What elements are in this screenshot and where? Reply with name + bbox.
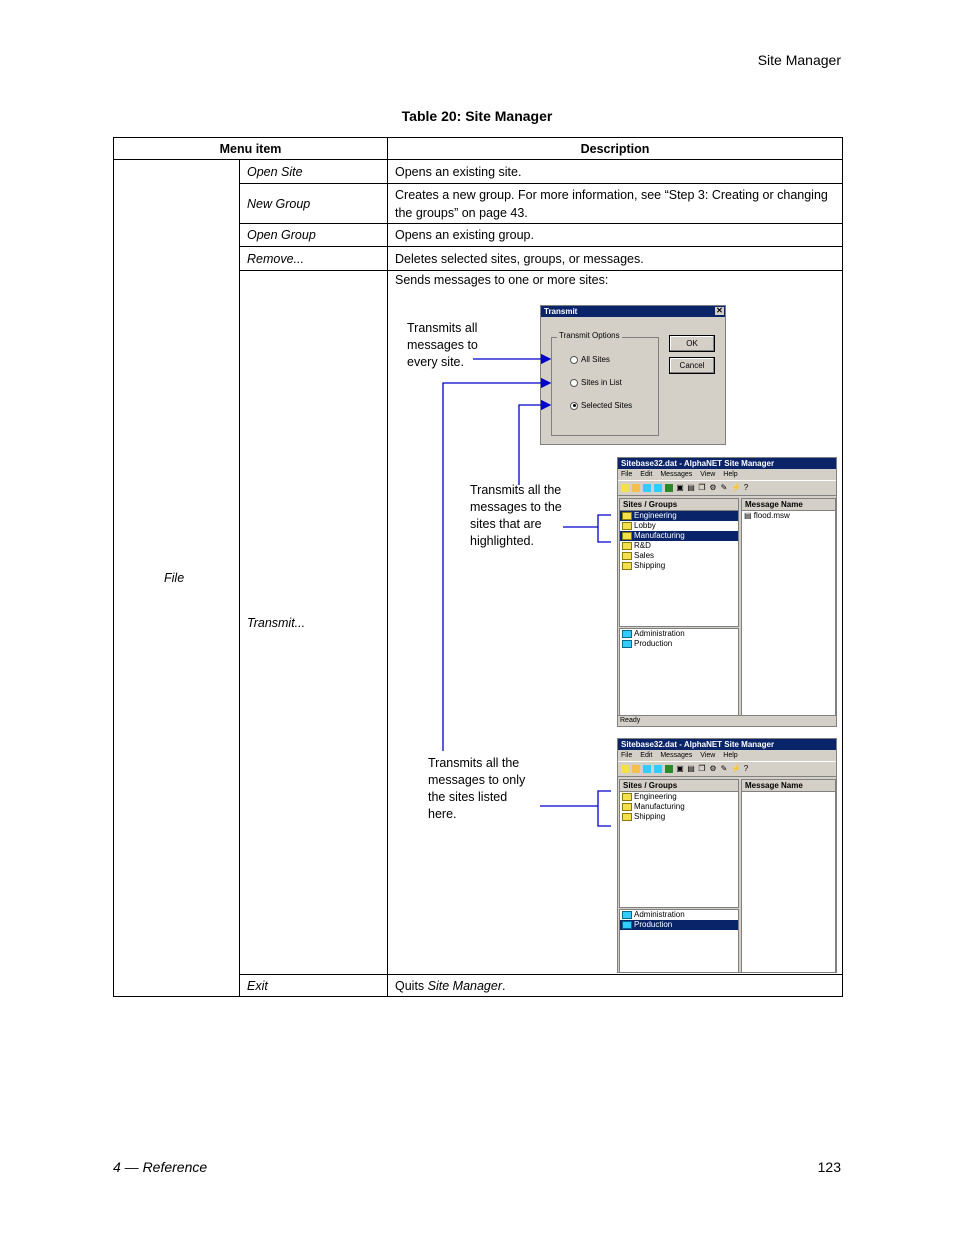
edit-pencil-icon[interactable]: ✎ (720, 764, 728, 773)
message-name-header: Message Name (742, 780, 835, 792)
transmit-bolt-icon[interactable]: ⚡ (731, 764, 741, 773)
sites-groups-header: Sites / Groups (620, 499, 738, 511)
list-item[interactable]: R&D (620, 541, 738, 551)
table-header-row (114, 138, 843, 160)
menu-view[interactable]: View (700, 752, 716, 759)
menu-edit[interactable]: Edit (640, 752, 653, 759)
desc-open-group: Opens an existing group. (388, 224, 843, 247)
list-item[interactable]: Manufacturing (620, 531, 738, 541)
transmit-options-label: Transmit Options (559, 331, 620, 340)
help-icon[interactable]: ? (743, 764, 749, 773)
desc-exit: Quits Site Manager. (388, 975, 843, 997)
radio-selected-sites[interactable]: Selected Sites (570, 401, 632, 410)
close-icon[interactable]: ✕ (716, 306, 723, 315)
menu-help[interactable]: Help (723, 752, 738, 759)
menu-file[interactable]: File (621, 752, 633, 759)
menu-file[interactable]: File (621, 471, 633, 478)
desc-transmit (388, 271, 843, 975)
desc-remove: Deletes selected sites, groups, or messages. (388, 247, 843, 271)
bracket-listed (598, 791, 611, 826)
message-name-header: Message Name (742, 499, 835, 511)
callout-arrows (388, 271, 843, 974)
desc-new-group: Creates a new group. For more information, see “Step 3: Creating or changing the groups” on page 43. (388, 184, 843, 224)
new-message-icon[interactable]: ▣ (676, 764, 684, 773)
menu-item-exit: Exit (240, 975, 388, 997)
list-item[interactable]: Engineering (620, 792, 738, 802)
table-row (114, 160, 843, 184)
radio-sites-in-list[interactable]: Sites in List (570, 378, 622, 387)
menu-messages[interactable]: Messages (660, 471, 693, 478)
menu-item-transmit: Transmit... (240, 271, 388, 975)
menu-help[interactable]: Help (723, 471, 738, 478)
menu-view[interactable]: View (700, 471, 716, 478)
arrow-selected-sites (519, 405, 550, 485)
open-message-icon[interactable]: ▤ (687, 483, 695, 492)
menu-messages[interactable]: Messages (660, 752, 693, 759)
list-item[interactable]: Engineering (620, 511, 738, 521)
status-bar: Ready (618, 715, 836, 726)
message-item[interactable]: ▤ flood.msw (744, 511, 790, 520)
list-item[interactable]: Production (620, 639, 738, 649)
copy-icon[interactable]: ❐ (698, 483, 706, 492)
open-message-icon[interactable]: ▤ (687, 764, 695, 773)
menu-edit[interactable]: Edit (640, 471, 653, 478)
menu-item-new-group: New Group (240, 184, 388, 224)
table-caption: Table 20: Site Manager (401, 108, 553, 124)
edit-pencil-icon[interactable]: ✎ (720, 483, 728, 492)
col-header-menu-item: Menu item (114, 138, 388, 160)
menu-item-open-group: Open Group (240, 224, 388, 247)
list-item[interactable]: Shipping (620, 812, 738, 822)
bracket-highlighted (598, 515, 611, 542)
menu-item-remove: Remove... (240, 247, 388, 271)
note-highlighted: Transmits all the messages to the sites that are highlighted. (470, 483, 562, 548)
message-file-icon: ▤ (744, 511, 754, 520)
menu-item-open-site: Open Site (240, 160, 388, 184)
window-titlebar: Sitebase32.dat - AlphaNET Site Manager (618, 458, 836, 469)
list-item[interactable]: Lobby (620, 521, 738, 531)
page-number: 123 (817, 1159, 841, 1175)
transmit-dialog-title: Transmit (544, 307, 578, 316)
arrow-sites-in-list (443, 383, 550, 751)
help-icon[interactable]: ? (743, 483, 749, 492)
window-titlebar: Sitebase32.dat - AlphaNET Site Manager (618, 739, 836, 750)
transmit-bolt-icon[interactable]: ⚡ (731, 483, 741, 492)
list-item[interactable]: Administration (620, 629, 738, 639)
settings-icon[interactable]: ⚙ (709, 764, 717, 773)
footer-chapter: 4 — Reference (113, 1159, 208, 1175)
col-header-description: Description (388, 138, 843, 160)
radio-all-sites[interactable]: All Sites (570, 355, 610, 364)
list-item[interactable]: Production (620, 920, 738, 930)
desc-open-site: Opens an existing site. (388, 160, 843, 184)
cancel-button[interactable]: Cancel (669, 357, 715, 374)
ok-button[interactable]: OK (669, 335, 715, 352)
list-item[interactable]: Shipping (620, 561, 738, 571)
note-listed: Transmits all the messages to only the sites listed here. (428, 756, 526, 821)
settings-icon[interactable]: ⚙ (709, 483, 717, 492)
desc-transmit-text: Sends messages to one or more sites: (395, 273, 609, 287)
note-all-sites: Transmits all messages to every site. (407, 321, 478, 369)
site-manager-table (113, 137, 843, 997)
running-header: Site Manager (757, 52, 841, 68)
list-item[interactable]: Manufacturing (620, 802, 738, 812)
list-item[interactable]: Sales (620, 551, 738, 561)
category-cell: File (114, 160, 240, 997)
new-message-icon[interactable]: ▣ (676, 483, 684, 492)
list-item[interactable]: Administration (620, 910, 738, 920)
sites-groups-header: Sites / Groups (620, 780, 738, 792)
copy-icon[interactable]: ❐ (698, 764, 706, 773)
